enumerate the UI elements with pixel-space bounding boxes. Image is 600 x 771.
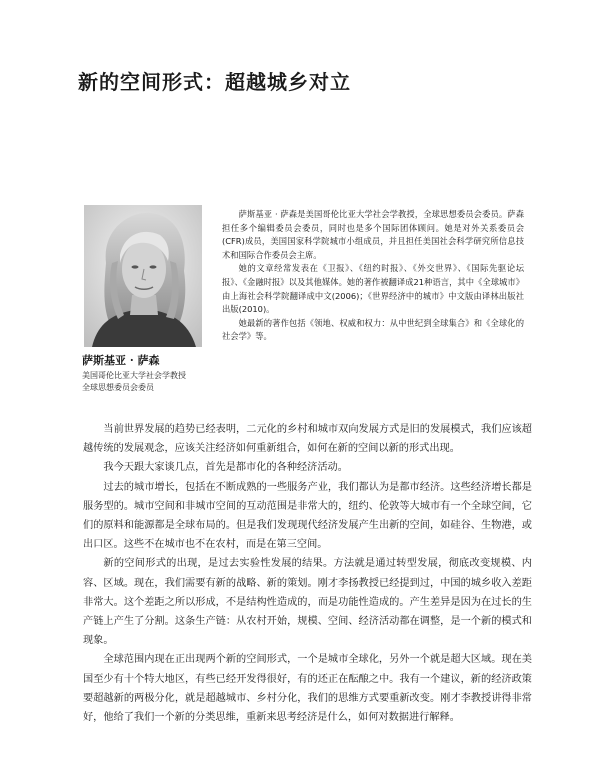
author-affiliation-line: 美国哥伦比亚大学社会学教授 [82,371,186,380]
author-bio [222,208,524,344]
bio-paragraph: 她最新的著作包括《领地、权威和权力：从中世纪到全球集合》和《全球化的社会学》等。 [222,317,524,342]
author-name: 萨斯基亚 · 萨森 [82,354,160,367]
body-paragraph: 过去的城市增长，包括在不断成熟的一些服务产业，我们都认为是都市经济。这些经济增长都是服务型的。城市空间和非城市空间的互动范围是非常大的，纽约、伦敦等大城市有一个全球空间，它们的原料和能源都是全球布局的。但是我们发现现代经济发展产生出新的空间，如硅谷、生物港，或出口区。这些不在城市也不在农村，而是在第三空间。 [83,481,532,551]
bio-paragraph: 萨斯基亚 · 萨森是美国哥伦比亚大学社会学教授，全球思想委员会委员。萨森担任多个编辑委员会委员，同时也是多个国际团体顾问。她是对外关系委员会(CFR)成员，美国国家科学院城市小组成员，并且担任美国社会科学研究所信息技术和国际合作委员会主席。 [222,209,524,260]
bio-paragraph: 她的文章经常发表在《卫报》、《纽约时报》、《外交世界》、《国际先驱论坛报》、《金融时报》以及其他媒体。她的著作被翻译成21种语言，其中《全球城市》由上海社会科学院翻译成中文(2006)；《世界经济中的城市》中文版由译林出版社出版(2010)。 [222,263,524,315]
page-title: 新的空间形式：超越城乡对立 [78,70,351,94]
body-paragraph: 我今天跟大家谈几点，首先是都市化的各种经济活动。 [103,462,348,474]
author-photo [84,205,202,347]
article-body [83,420,532,727]
author-affiliation-line: 全球思想委员会委员 [82,383,154,392]
author-affiliation [82,370,222,394]
body-paragraph: 新的空间形式的出现，是过去实验性发展的结果。方法就是通过转型发展，彻底改变规模、内容、区域。现在，我们需要有新的战略、新的策划。刚才李扬教授已经提到过，中国的城乡收入差距非常大。这个差距之所以形成，不是结构性造成的，而是功能性造成的。产生差异是因为在过长的生产链上产生了分割。这条生产链：从农村开始，规模、空间、经济活动都在调整，是一个新的模式和现象。 [83,558,532,647]
body-paragraph: 全球范围内现在正出现两个新的空间形式，一个是城市全球化，另外一个就是超大区域。现在美国至少有十个特大地区，有些已经开发得很好，有的还正在酝酿之中。我有一个建议，新的经济政策要超越新的两极分化，就是超越城市、乡村分化，我们的思维方式要重新改变。刚才李教授讲得非常好，他给了我们一个新的分类思维，重新来思考经济是什么，如何对数据进行解释。 [83,654,532,724]
body-paragraph: 当前世界发展的趋势已经表明，二元化的乡村和城市双向发展方式是旧的发展模式，我们应该超越传统的发展观念，应该关注经济如何重新组合，如何在新的空间以新的形式出现。 [83,424,532,455]
